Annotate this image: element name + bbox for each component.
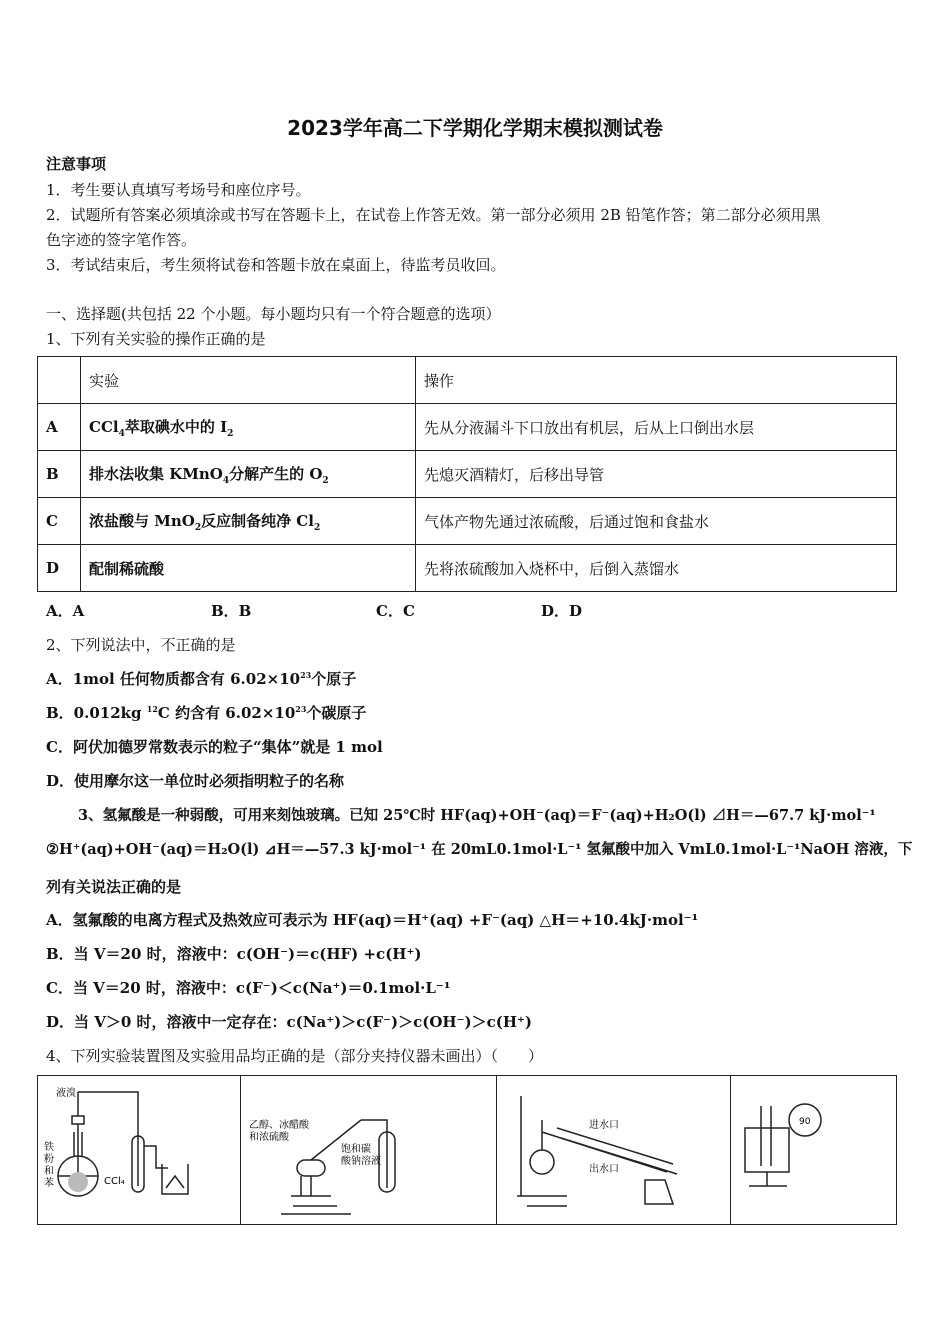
bromination-apparatus-icon — [38, 1076, 241, 1224]
notice-item-2: 2．试题所有答案必须填涂或书写在答题卡上，在试卷上作答无效。第一部分必须用 2B 铅笔作答；第二部分必须用黑 — [46, 206, 821, 224]
page-title: 2023学年高二下学期化学期末模拟测试卷 — [287, 116, 663, 140]
fig2-label: 和浓硫酸 — [249, 1132, 290, 1143]
q1-stem: 1、下列有关实验的操作正确的是 — [46, 330, 266, 348]
row-operation: 先从分液漏斗下口放出有机层，后从上口倒出水层 — [416, 404, 897, 451]
q3-stem-line2: ②H⁺(aq)+OH⁻(aq)＝H₂O(l) ⊿H＝—57.3 kJ·mol⁻¹ 在 20mL0.1mol·L⁻¹ 氢氟酸中加入 VmL0.1mol·L⁻¹NaOH 溶液，下 — [46, 841, 913, 858]
fig1-label: 铁 — [44, 1142, 54, 1153]
table-row — [38, 451, 897, 498]
notice-item-2-cont: 色字迹的签字笔作答。 — [46, 231, 197, 249]
q1-choice-d: D．D — [541, 602, 583, 620]
distillation-apparatus-icon — [497, 1076, 730, 1224]
row-label: C — [38, 498, 81, 545]
q1-table — [37, 356, 897, 592]
q1-choice-c: C．C — [376, 602, 415, 620]
esterification-apparatus-icon — [241, 1076, 497, 1224]
notice-heading: 注意事项 — [46, 155, 107, 173]
q2-option-d: D．使用摩尔这一单位时必须指明粒子的名称 — [46, 772, 345, 790]
q3-option-b: B．当 V＝20 时，溶液中：c(OH⁻)＝c(HF) +c(H⁺) — [46, 945, 422, 963]
row-experiment: CCl$_4$萃取碘水中的 $I_2$ — [81, 404, 416, 451]
q4-stem: 4、下列实验装置图及实验用品均正确的是（部分夹持仪器未画出）（ ） — [46, 1047, 544, 1065]
q4-apparatus-figures — [37, 1075, 897, 1225]
fig4-label: 90 — [798, 1117, 811, 1127]
table-row — [38, 498, 897, 545]
q3-stem-line1: 3、氢氟酸是一种弱酸，可用来刻蚀玻璃。已知 25℃时 HF(aq)+OH⁻(aq)＝F⁻(aq)+H₂O(l) ⊿H＝—67.7 kJ·mol⁻¹ — [78, 807, 876, 824]
table-header-row — [38, 357, 897, 404]
fig3-label: 出水口 — [589, 1164, 620, 1175]
row-operation: 先熄灭酒精灯，后移出导管 — [416, 451, 897, 498]
fig1-label: 液溴 — [56, 1088, 76, 1099]
fig1-label: 和 — [44, 1166, 54, 1177]
fig1-label: 苯 — [44, 1178, 54, 1189]
q3-stem-line3: 列有关说法正确的是 — [46, 878, 182, 896]
q3-option-d: D．当 V＞0 时，溶液中一定存在：c(Na⁺)＞c(F⁻)＞c(OH⁻)＞c(H⁺) — [46, 1013, 533, 1031]
row-label: A — [38, 404, 81, 451]
table-header-cell — [38, 357, 81, 404]
fig2-label: 酸钠溶液 — [341, 1156, 382, 1167]
row-experiment: 排水法收集 KMnO$_4$分解产生的 $O_2$ — [81, 451, 416, 498]
row-label: B — [38, 451, 81, 498]
row-operation: 先将浓硫酸加入烧杯中，后倒入蒸馏水 — [416, 545, 897, 592]
q2-option-a: A．1mol 任何物质都含有 $6.02\times 10^{23}$个原子 — [46, 670, 357, 688]
q2-option-b: B．0.012kg $^{12}$C 约含有 $6.02\times 10^{23}$个碳原子 — [46, 704, 367, 722]
q2-stem: 2、下列说法中，不正确的是 — [46, 636, 236, 654]
fig2-label: 饱和碳 — [341, 1144, 372, 1155]
table-header-cell: 实验 — [81, 357, 416, 404]
row-operation: 气体产物先通过浓硫酸，后通过饱和食盐水 — [416, 498, 897, 545]
notice-item-1: 1．考生要认真填写考场号和座位序号。 — [46, 181, 311, 199]
section-heading: 一、选择题(共包括 22 个小题。每小题均只有一个符合题意的选项） — [46, 305, 501, 323]
q1-choice-b: B．B — [211, 602, 252, 620]
fig2-label: 乙醇、冰醋酸 — [249, 1120, 310, 1131]
table-row — [38, 404, 897, 451]
q3-option-c: C．当 V＝20 时，溶液中：c(F⁻)＜c(Na⁺)＝0.1mol·L⁻¹ — [46, 979, 451, 997]
row-experiment: 配制稀硫酸 — [81, 545, 416, 592]
row-experiment: 浓盐酸与 MnO$_2$反应制备纯净 $Cl_2$ — [81, 498, 416, 545]
q3-option-a: A．氢氟酸的电离方程式及热效应可表示为 HF(aq)＝H⁺(aq) +F⁻(aq) △H＝+10.4kJ·mol⁻¹ — [46, 911, 699, 929]
row-label: D — [38, 545, 81, 592]
fig1-label: CCl₄ — [104, 1176, 125, 1187]
figure-1 — [38, 1076, 241, 1224]
q1-choice-a: A．A — [46, 602, 85, 620]
fig3-label: 进水口 — [589, 1120, 620, 1131]
q2-option-c: C．阿伏加德罗常数表示的粒子“集体”就是 1 mol — [46, 738, 383, 756]
water-bath-apparatus-icon — [731, 1076, 897, 1224]
table-row — [38, 545, 897, 592]
figure-4 — [731, 1076, 896, 1224]
figure-3 — [497, 1076, 730, 1224]
notice-item-3: 3．考试结束后，考生须将试卷和答题卡放在桌面上，待监考员收回。 — [46, 256, 506, 274]
table-header-cell: 操作 — [416, 357, 897, 404]
figure-2 — [241, 1076, 497, 1224]
fig1-label: 粉 — [44, 1154, 54, 1165]
